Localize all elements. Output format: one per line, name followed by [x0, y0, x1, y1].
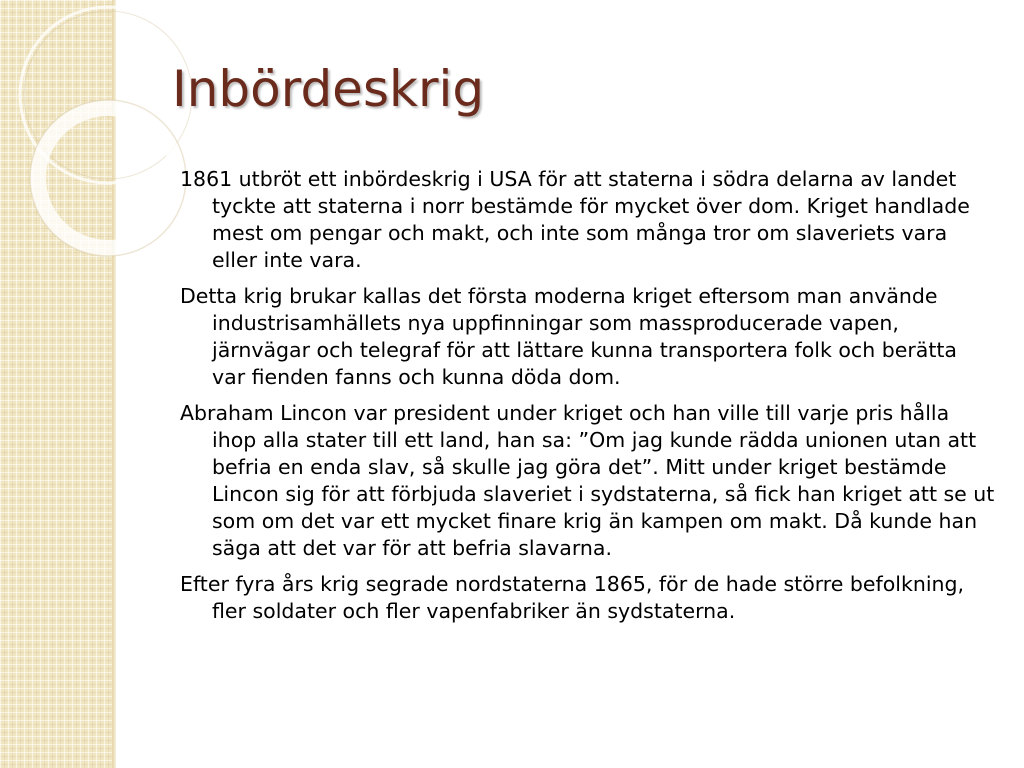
decorative-thick-ring [38, 108, 178, 248]
paragraph-2: Detta krig brukar kallas det första moderna kriget eftersom man använde industrisamhällets nya uppfinningar som massproducerade vapen, järnvägar och telegraf för att lättare kunna transportera folk och berätta var fienden fanns och kunna döda dom. [180, 284, 957, 389]
decorative-circles-graphic [0, 0, 200, 260]
paragraph-1: 1861 utbröt ett inbördeskrig i USA för att staterna i södra delarna av landet tyckte att staterna i norr bestämde för mycket över dom. Kriget handlade mest om pengar och makt, och inte som många tror om slaveriets vara eller inte vara. [180, 167, 970, 272]
slide-title: Inbördeskrig [172, 60, 485, 118]
paragraph-3: Abraham Lincon var president under kriget och han ville till varje pris hålla ihop alla stater till ett land, han sa: ”Om jag kunde rädda unionen utan att befria en enda slav, så skulle jag göra det”. Mitt under kriget bestämde Lincon sig för att förbjuda slaveriet i sydstaterna, så fick han kriget att se ut som om det var ett mycket finare krig än kampen om makt. Då kunde han säga att det var för att befria slavarna. [180, 401, 995, 560]
paragraph-4: Efter fyra års krig segrade nordstaterna 1865, för de hade större befolkning, fler soldater och fler vapenfabriker än sydstaterna. [180, 572, 965, 623]
slide-body [180, 166, 996, 634]
